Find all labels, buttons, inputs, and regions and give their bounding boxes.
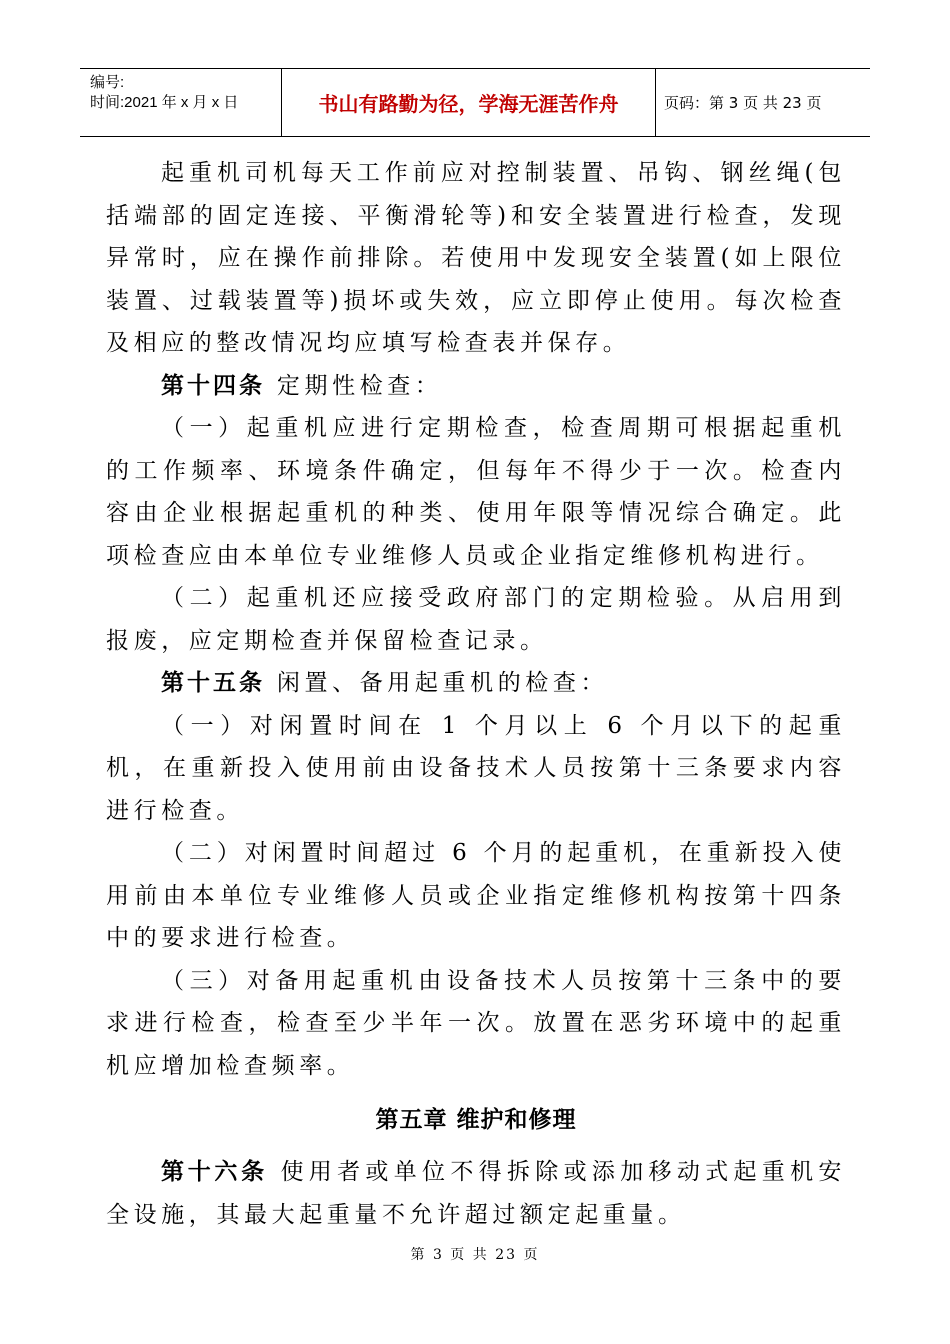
article-15-title: 第十五条 — [161, 670, 265, 696]
page-header — [80, 68, 870, 137]
paragraph-daily-inspection: 起重机司机每天工作前应对控制装置、吊钩、钢丝绳(包括端部的固定连接、平衡滑轮等)和安全装置进行检查，发现异常时，应在操作前排除。若使用中发现安全装置(如上限位装置、过载装置等)损坏或失效，应立即停止使用。每次检查及相应的整改情况均应填写检查表并保存。 — [106, 160, 846, 356]
document-number-label: 编号: — [90, 74, 125, 91]
article-16-heading — [106, 1151, 846, 1236]
chapter-5-title: 第五章 维护和修理 — [375, 1107, 577, 1133]
header-page-info: 页码：第 3 页 共 23 页 — [664, 94, 822, 112]
article-14-heading — [106, 365, 846, 408]
article-14-item-2: （二）起重机还应接受政府部门的定期检验。从启用到报废，应定期检查并保留检查记录。 — [106, 585, 846, 654]
article-15-item-1: （一）对闲置时间在 1 个月以上 6 个月以下的起重机，在重新投入使用前由设备技术人员按第十三条要求内容进行检查。 — [106, 712, 846, 824]
article-14-title: 第十四条 — [161, 372, 265, 399]
article-15-text: 闲置、备用起重机的检查： — [265, 670, 609, 696]
document-body — [106, 152, 846, 1236]
page-footer: 第 3 页 共 23 页 — [410, 1247, 540, 1263]
article-15-item-2: （二）对闲置时间超过 6 个月的起重机，在重新投入使用前由本单位专业维修人员或企业指定维修机构按第十四条中的要求进行检查。 — [106, 840, 846, 951]
article-16-title: 第十六条 — [161, 1159, 268, 1185]
header-motto: 书山有路勤为径，学海无涯苦作舟 — [282, 69, 656, 136]
document-time: 时间:2021 年 x 月 x 日 — [90, 94, 239, 111]
header-meta — [80, 69, 282, 136]
article-15-item-3: （三）对备用起重机由设备技术人员按第十三条中的要求进行检查，检查至少半年一次。放置在恶劣环境中的起重机应增加检查频率。 — [106, 967, 846, 1079]
article-16-text: 使用者或单位不得拆除或添加移动式起重机安全设施，其最大起重量不允许超过额定起重量。 — [106, 1159, 847, 1228]
article-14-item-1: （一）起重机应进行定期检查，检查周期可根据起重机的工作频率、环境条件确定，但每年不得少于一次。检查内容由企业根据起重机的种类、使用年限等情况综合确定。此项检查应由本单位专业维修人员或企业指定维修机构进行。 — [106, 415, 846, 569]
article-14-text: 定期性检查： — [265, 372, 443, 399]
article-15-heading — [106, 662, 846, 705]
